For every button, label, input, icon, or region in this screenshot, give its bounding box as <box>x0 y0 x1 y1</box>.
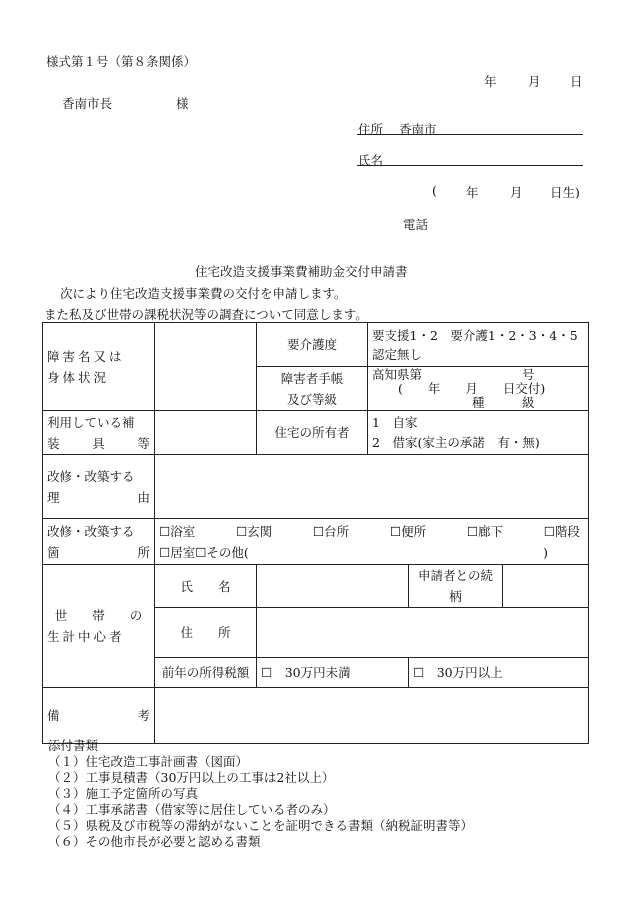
equipment-label-char-3: 等 <box>137 435 150 451</box>
location-label-char-2: 所 <box>137 544 150 560</box>
hh-name-label: 氏 名 <box>155 565 257 608</box>
attachment-item-4: （４）工事承諾書（借家等に居住している者のみ） <box>48 802 336 817</box>
location-label-char-1: 箇 <box>47 544 60 560</box>
hh-tax-label: 前年の所得税額 <box>155 658 257 688</box>
disability-label-line-1: 障害名又は <box>47 348 125 364</box>
ownership-options-cell[interactable] <box>368 411 589 455</box>
location-checkbox-kitchen[interactable]: ☐台所 <box>312 523 350 539</box>
location-other-input[interactable] <box>249 542 543 563</box>
location-label-cell <box>43 519 155 565</box>
location-checkbox-toilet[interactable]: ☐便所 <box>389 523 427 539</box>
location-checkbox-other[interactable]: ☐その他( <box>195 544 249 560</box>
honorific: 様 <box>176 96 189 111</box>
ownership-option-rent: 2 借家(家主の承諾 有・無) <box>372 434 540 450</box>
location-checkbox-stairs[interactable]: ☐階段 <box>543 523 580 539</box>
remarks-label-char-1: 備 <box>47 708 60 723</box>
birth-month-label: 月 <box>510 185 523 200</box>
reason-value-cell[interactable] <box>155 455 589 519</box>
hh-name-value-cell[interactable] <box>257 565 409 608</box>
attachment-item-3: （３）施工予定箇所の写真 <box>48 786 199 801</box>
equipment-label-cell <box>43 411 155 455</box>
household-label-line-1: 世 帯 の <box>54 608 143 623</box>
reason-label-char-1: 理 <box>47 489 60 505</box>
hh-address-value-cell[interactable] <box>257 608 589 658</box>
handbook-number-line: 高知県第 号 <box>372 366 535 382</box>
name-label: 氏名 <box>358 153 384 168</box>
address-label: 住所 <box>358 122 384 137</box>
attachment-item-6: （６）その他市長が必要と認める書類 <box>48 834 261 849</box>
hh-relation-value-cell[interactable] <box>503 565 589 608</box>
care-level-label: 要介護度 <box>257 323 368 367</box>
remarks-label-cell <box>43 688 155 744</box>
equipment-label-char-2: 具 <box>92 435 105 451</box>
phone-label: 電話 <box>403 217 429 232</box>
intro-line-1: 次により住宅改造支援事業費の交付を申請します。 <box>60 286 347 301</box>
document-title: 住宅改造支援事業費補助金交付申請書 <box>195 264 408 279</box>
handbook-grade-line: 種 級 <box>472 394 535 410</box>
attachment-item-5: （５）県税及び市税等の滞納がないことを証明できる書類（納税証明書等） <box>48 818 474 833</box>
handbook-value-cell[interactable] <box>368 367 589 411</box>
ownership-label: 住宅の所有者 <box>257 411 368 455</box>
disability-value-cell[interactable] <box>155 323 257 411</box>
disability-label-line-2: 身体状況 <box>47 369 110 385</box>
reason-label-cell <box>43 455 155 519</box>
address-underline <box>357 134 583 135</box>
form-number: 様式第１号（第８条関係） <box>46 54 197 69</box>
hh-tax-over-checkbox[interactable]: ☐ 30万円以上 <box>409 658 589 688</box>
equipment-label-line-1: 利用している補 <box>47 414 135 430</box>
address-prefix: 香南市 <box>399 122 437 137</box>
care-level-options-cell[interactable] <box>368 323 589 367</box>
handbook-label-line-2: 及び等級 <box>286 391 337 407</box>
equipment-value-cell[interactable] <box>155 411 257 455</box>
location-checkbox-hallway[interactable]: ☐廊下 <box>466 523 504 539</box>
attachment-item-2: （２）工事見積書（30万円以上の工事は2社以上） <box>48 770 335 785</box>
remarks-value-cell[interactable] <box>155 688 589 744</box>
remarks-label-char-2: 考 <box>137 708 150 723</box>
application-form-table <box>42 322 589 744</box>
date-month-label: 月 <box>528 74 541 89</box>
household-label-cell <box>43 565 155 688</box>
disability-label-cell <box>43 323 155 411</box>
addressee: 香南市長 <box>62 96 113 111</box>
location-checkbox-bath[interactable]: ☐浴室 <box>159 523 196 539</box>
location-options-cell <box>155 519 589 565</box>
handbook-label-line-1: 障害者手帳 <box>280 370 344 386</box>
attachments-heading: 添付書類 <box>48 738 99 753</box>
name-underline <box>357 165 583 166</box>
ownership-option-own: 1 自家 <box>372 414 418 430</box>
hh-address-label: 住 所 <box>155 608 257 658</box>
hh-relation-label: 申請者との続柄 <box>409 565 503 608</box>
hh-tax-under-checkbox[interactable]: ☐ 30万円未満 <box>257 658 409 688</box>
care-level-options-line-1: 要支援1・2 要介護1・2・3・4・5 <box>372 327 578 343</box>
handbook-label-cell <box>257 367 368 411</box>
equipment-label-char-1: 装 <box>47 435 60 451</box>
household-label-line-2: 生計中心者 <box>47 629 125 644</box>
reason-label-line-1: 改修・改築する <box>47 468 135 484</box>
birth-day-label: 日生) <box>550 185 580 200</box>
location-checkbox-room[interactable]: ☐居室 <box>159 544 196 560</box>
reason-label-char-2: 由 <box>137 489 150 505</box>
birth-open-paren: ( <box>432 183 437 198</box>
birth-year-label: 年 <box>466 185 479 200</box>
location-checkbox-entrance[interactable]: ☐玄関 <box>235 523 273 539</box>
intro-line-2: また私及び世帯の課税状況等の調査について同意します。 <box>44 307 368 322</box>
date-year-label: 年 <box>484 74 497 89</box>
location-other-close-paren: ) <box>543 544 549 560</box>
attachment-item-1: （１）住宅改造工事計画書（図面） <box>48 754 249 769</box>
date-day-label: 日 <box>570 74 583 89</box>
care-level-options-line-2: 認定無し <box>372 346 423 362</box>
handbook-issue-date-line: ( 年 月 日交付) <box>398 380 546 396</box>
location-label-line-1: 改修・改築する <box>47 523 135 539</box>
